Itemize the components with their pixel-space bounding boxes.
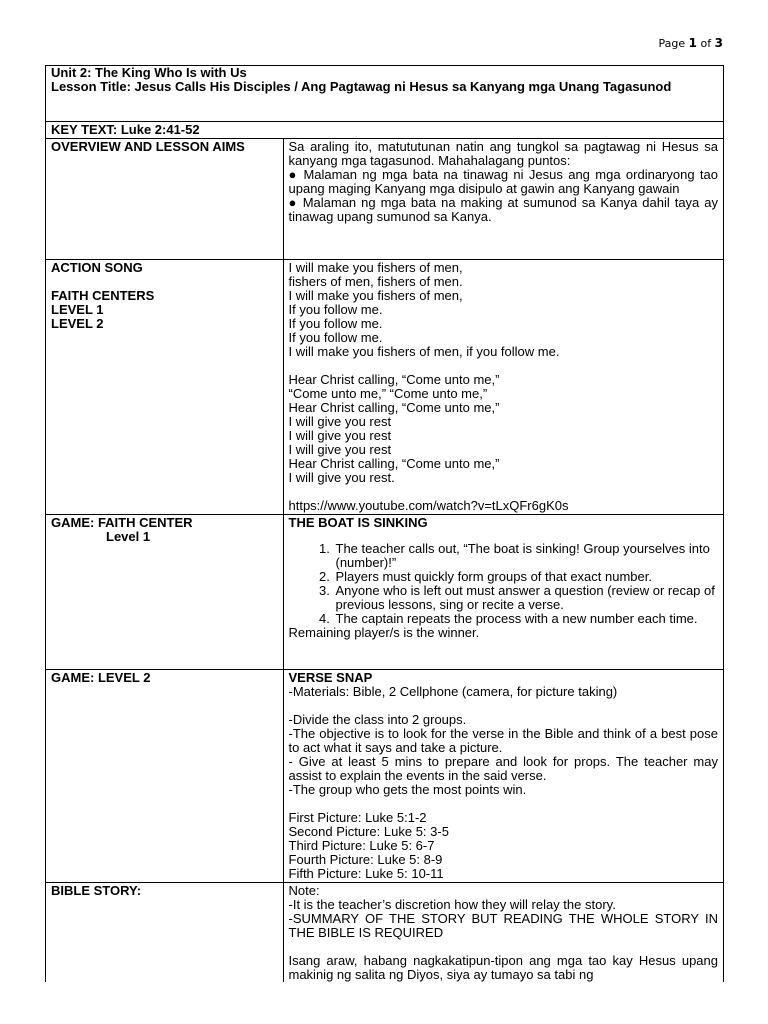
lesson-title: Lesson Title: Jesus Calls His Disciples / Ang Pagtawag ni Hesus sa Kanyang mga Unang Tagasunod	[51, 79, 672, 94]
picture-verse: Fifth Picture: Luke 5: 10-11	[288, 866, 444, 881]
unit-title: Unit 2: The King Who Is with Us	[51, 65, 247, 80]
bible-story-label: BIBLE STORY:	[46, 883, 283, 983]
overview-row	[46, 139, 723, 260]
game1-row	[46, 515, 723, 670]
lesson-plan-sheet	[45, 65, 724, 982]
game1-step: 1. The teacher calls out, “The boat is sinking! Group yourselves into (number)!”	[334, 542, 719, 570]
picture-verse: Second Picture: Luke 5: 3-5	[288, 824, 449, 839]
page-label: Page	[658, 37, 686, 50]
overview-label: OVERVIEW AND LESSON AIMS	[46, 139, 283, 260]
lyric-line: Hear Christ calling, “Come unto me,”	[288, 456, 500, 471]
page-current: 1	[688, 36, 698, 50]
game2-instruction: -The group who gets the most points win.	[288, 782, 527, 797]
lyric-line: I will make you fishers of men,	[288, 288, 463, 303]
bible-story-note: Note:	[288, 883, 320, 898]
game2-instruction: -Divide the class into 2 groups.	[288, 712, 467, 727]
lyric-line: If you follow me.	[288, 316, 383, 331]
faith-centers-label: FAITH CENTERS	[51, 288, 155, 303]
game1-label: GAME: FAITH CENTER	[51, 515, 193, 530]
overview-point: ● Malaman ng mga bata na making at sumunod sa Kanya dahil taya ay tinawag upang sumunod sa Kanya.	[288, 195, 718, 224]
picture-verse: First Picture: Luke 5:1-2	[288, 810, 427, 825]
lyric-line: I will give you rest	[288, 414, 392, 429]
key-text: KEY TEXT: Luke 2:41-52	[46, 122, 723, 139]
lyric-line: Hear Christ calling, “Come unto me,”	[288, 372, 500, 387]
level2-label: LEVEL 2	[51, 316, 104, 331]
game1-step: 3. Anyone who is left out must answer a question (review or recap of previous lessons, sing or recite a verse.	[334, 584, 719, 612]
picture-verse: Third Picture: Luke 5: 6-7	[288, 838, 435, 853]
level1-label: LEVEL 1	[51, 302, 104, 317]
game1-step: 4. The captain repeats the process with a new number each time.	[334, 612, 719, 626]
lyric-line: I will give you rest	[288, 428, 392, 443]
game2-title: VERSE SNAP	[288, 670, 373, 685]
game2-materials: -Materials: Bible, 2 Cellphone (camera, for picture taking)	[288, 684, 618, 699]
page-of: of	[700, 37, 712, 50]
bible-story-text: Isang araw, habang nagkakatipun-tipon ang mga tao kay Hesus upang makinig ng salita ng Diyos, siya ay tumayo sa tabi ng	[288, 953, 718, 982]
lesson-table	[46, 66, 723, 982]
game1-level: Level 1	[106, 529, 151, 544]
song-link[interactable]: https://www.youtube.com/watch?v=tLxQFr6gK0s	[288, 498, 569, 513]
picture-verse: Fourth Picture: Luke 5: 8-9	[288, 852, 443, 867]
lyric-line: Hear Christ calling, “Come unto me,”	[288, 400, 500, 415]
bible-story-note-line: -It is the teacher’s discretion how they will relay the story.	[288, 897, 616, 912]
key-text-row	[46, 122, 723, 139]
game1-steps	[289, 542, 719, 626]
bible-story-row	[46, 883, 723, 983]
page-total: 3	[714, 36, 723, 50]
game1-step: 2. Players must quickly form groups of that exact number.	[334, 570, 719, 584]
lyric-line: I will make you fishers of men,	[288, 260, 463, 275]
lyric-line: I will make you fishers of men, if you follow me.	[288, 344, 560, 359]
game1-title: THE BOAT IS SINKING	[288, 515, 428, 530]
song-row	[46, 260, 723, 515]
overview-intro: Sa araling ito, matututunan natin ang tungkol sa pagtawag ni Hesus sa kanyang mga tagasunod. Mahahalagang puntos:	[288, 139, 718, 168]
overview-point: ● Malaman ng mga bata na tinawag ni Jesus ang mga ordinaryong tao upang maging Kanyang mga disipulo at gawin ang Kanyang gawain	[288, 167, 718, 196]
page-number	[659, 36, 723, 50]
bible-story-note-line: -SUMMARY OF THE STORY BUT READING THE WHOLE STORY IN THE BIBLE IS REQUIRED	[288, 911, 718, 940]
game2-instruction: - Give at least 5 mins to prepare and look for props. The teacher may assist to explain the events in the said verse.	[288, 754, 718, 783]
action-song-label: ACTION SONG	[51, 260, 143, 275]
lyric-line: fishers of men, fishers of men.	[288, 274, 463, 289]
lyric-line: I will give you rest	[288, 442, 392, 457]
lyric-line: “Come unto me,” “Come unto me,”	[288, 386, 488, 401]
lyric-line: If you follow me.	[288, 302, 383, 317]
lyric-line: I will give you rest.	[288, 470, 395, 485]
game2-row	[46, 670, 723, 883]
game2-instruction: -The objective is to look for the verse in the Bible and think of a best pose to act what it says and take a picture.	[288, 726, 718, 755]
game1-closing: Remaining player/s is the winner.	[288, 625, 480, 640]
header-row	[46, 66, 723, 122]
game2-label: GAME: LEVEL 2	[46, 670, 283, 883]
lyric-line: If you follow me.	[288, 330, 383, 345]
